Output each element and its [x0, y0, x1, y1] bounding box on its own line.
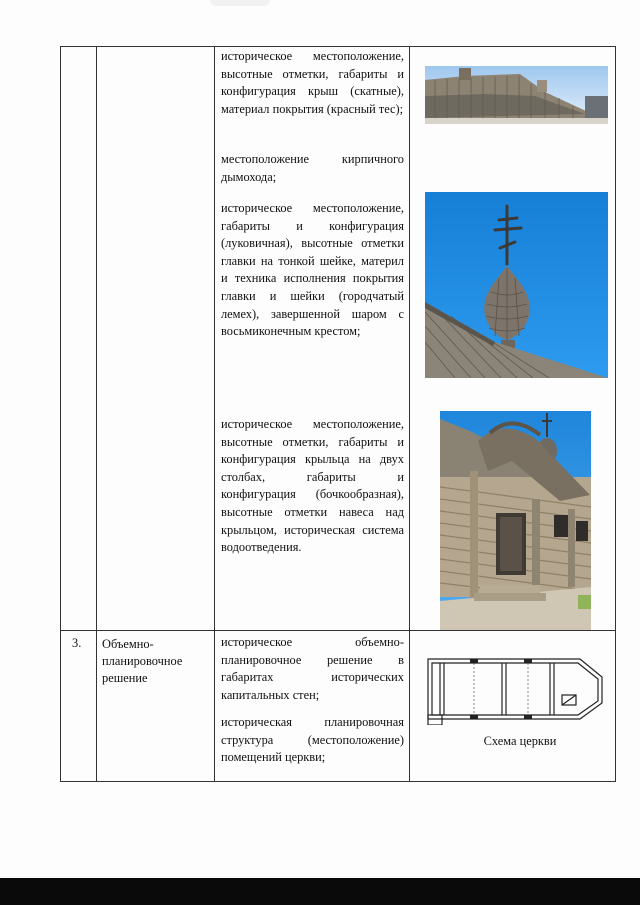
row-text-block — [221, 48, 404, 118]
paragraph: историческое местоположение, высотные отметки, габариты и конфигурация крыльца на двух столбах, габариты и конфигурация (бочкообразная), высотные отметки навеса над крыльцом, историческая система водоотведения. — [221, 417, 404, 555]
paragraph: историческая планировочная структура (местоположение) помещений церкви; — [221, 715, 404, 765]
row-text-block — [221, 200, 404, 341]
row-number: 3. — [72, 636, 82, 650]
dome-photo — [425, 192, 608, 378]
diagram-caption: Схема церкви — [483, 734, 557, 748]
row-divider — [60, 630, 616, 631]
row-text-block — [221, 714, 404, 767]
church-plan-diagram — [424, 653, 608, 725]
column-divider — [409, 46, 410, 782]
paragraph: историческое объемно-планировочное решение в габаритах исторических капитальных стен; — [221, 635, 404, 702]
row-text-block — [221, 416, 404, 557]
row-text-block — [221, 151, 404, 186]
paragraph: историческое местоположение, высотные отметки, габариты и конфигурация крыш (скатные), материал покрытия (красный тес); — [221, 49, 404, 116]
scan-mark — [210, 0, 270, 6]
paragraph: историческое местоположение, габариты и конфигурация (луковичная), высотные отметки главки на тонкой шейке, материл и техника исполнения покрытия главки и шейки (городчатый лемех), завершенной шаром с восьмиконечным крестом; — [221, 201, 404, 339]
paragraph: местоположение кирпичного дымохода; — [221, 152, 404, 184]
porch-photo — [440, 411, 591, 630]
column-divider — [96, 46, 97, 782]
row-category: Объемно-планировочное решение — [102, 637, 183, 685]
column-divider — [214, 46, 215, 782]
roof-photo — [425, 66, 608, 124]
scan-edge — [0, 878, 640, 905]
row-text-block — [221, 634, 404, 704]
